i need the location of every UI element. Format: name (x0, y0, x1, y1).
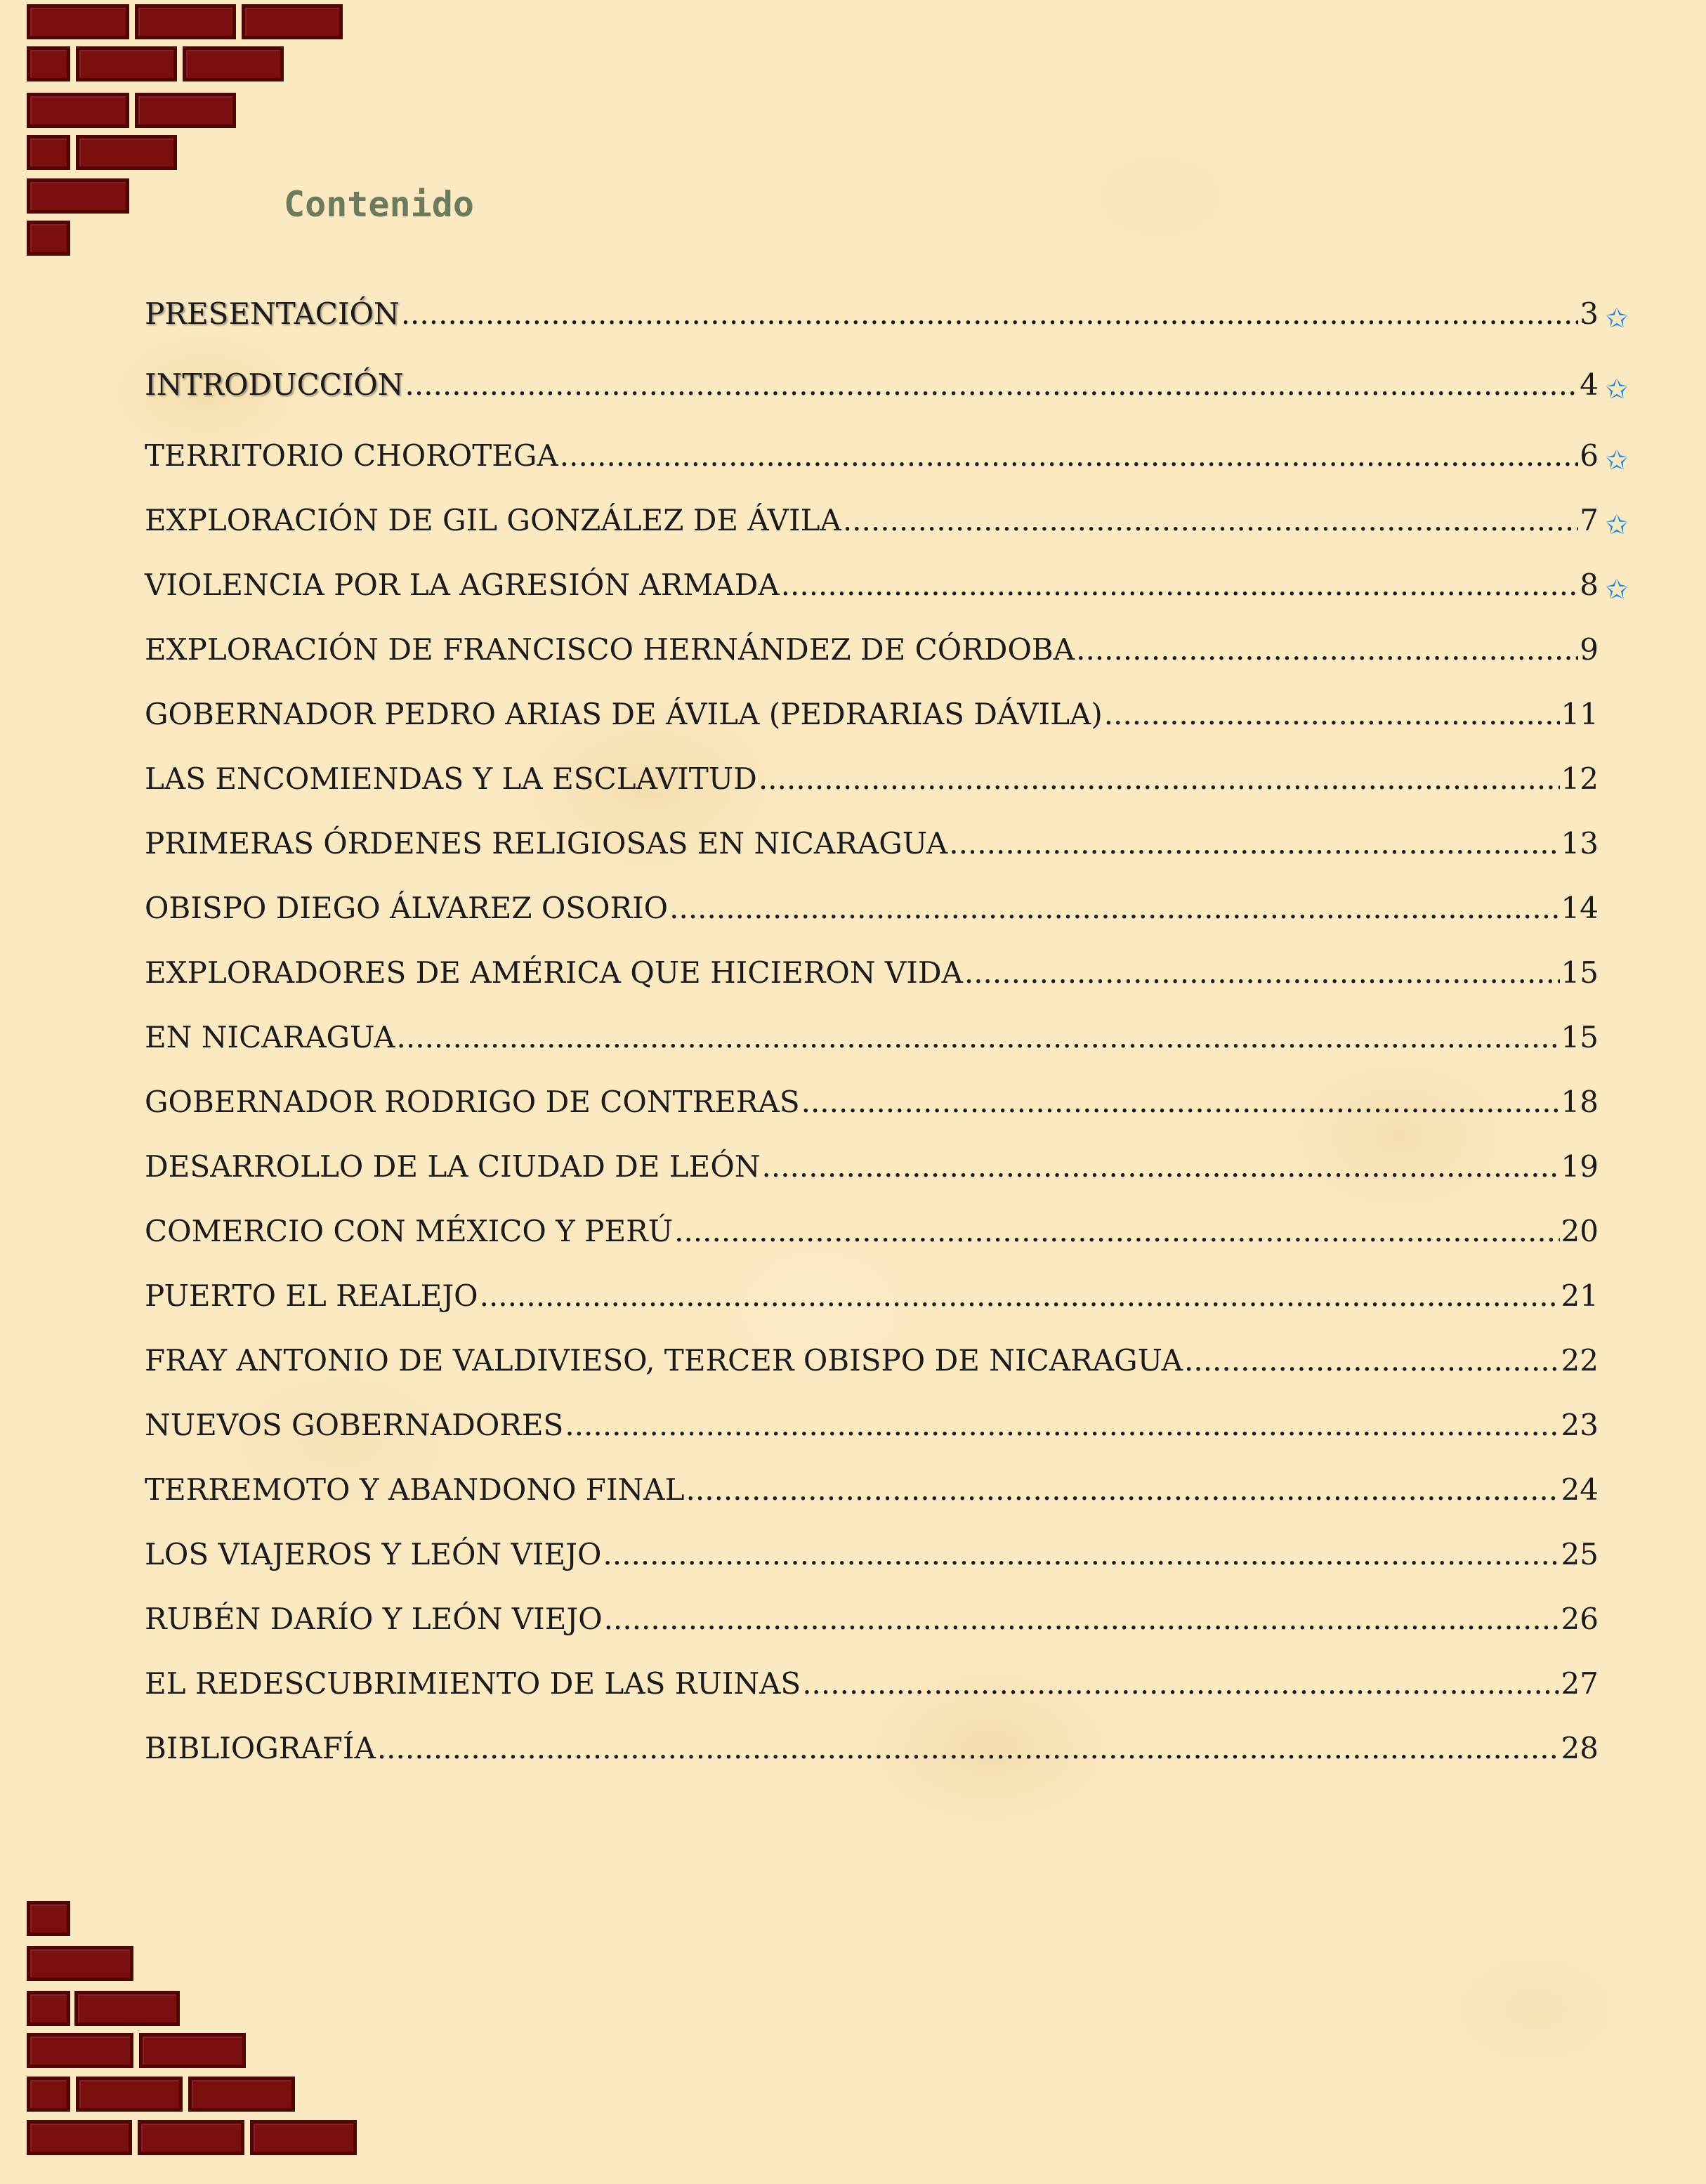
brick (135, 4, 236, 39)
brick (135, 93, 236, 128)
brick (27, 135, 70, 170)
toc-entry-title: GOBERNADOR RODRIGO DE CONTRERAS (145, 1085, 800, 1119)
toc-page-number: 3 (1580, 296, 1599, 331)
toc-page-number: 27 (1561, 1666, 1599, 1701)
toc-entry[interactable] (145, 438, 1599, 480)
toc-entry-title: LAS ENCOMIENDAS Y LA ESCLAVITUD (145, 761, 757, 796)
toc-dot-leader (565, 1408, 1559, 1442)
toc-page-number: 20 (1561, 1214, 1599, 1248)
brick (27, 2077, 70, 2112)
toc-page-number: 26 (1561, 1602, 1599, 1636)
toc-page-number: 18 (1561, 1085, 1599, 1119)
toc-entry[interactable] (145, 1602, 1599, 1644)
toc-dot-leader (480, 1279, 1560, 1313)
toc-entry-title: DESARROLLO DE LA CIUDAD DE LEÓN (145, 1149, 761, 1184)
toc-entry-title: BIBLIOGRAFÍA (145, 1731, 376, 1765)
brick (27, 46, 70, 81)
brick (76, 2077, 183, 2112)
toc-entry-title: RUBÉN DARÍO Y LEÓN VIEJO (145, 1602, 603, 1636)
toc-entry-title: EN NICARAGUA (145, 1020, 395, 1054)
toc-dot-leader (604, 1602, 1560, 1636)
toc-entry[interactable] (145, 1279, 1599, 1321)
brick (139, 2033, 246, 2068)
toc-dot-leader (801, 1085, 1560, 1119)
toc-dot-leader (401, 296, 1579, 331)
brick (242, 4, 343, 39)
toc-entry-title: PRIMERAS ÓRDENES RELIGIOSAS EN NICARAGUA (145, 826, 948, 861)
brick (74, 1991, 180, 2026)
toc-dot-leader (781, 568, 1579, 602)
star-icon: ✩ (1606, 445, 1628, 476)
toc-entry[interactable] (145, 761, 1599, 804)
toc-entry-title: PUERTO EL REALEJO (145, 1279, 478, 1313)
toc-dot-leader (405, 367, 1579, 402)
toc-entry[interactable] (145, 1537, 1599, 1579)
toc-page-number: 22 (1561, 1343, 1599, 1378)
toc-page-number: 24 (1561, 1472, 1599, 1507)
toc-entry-title: VIOLENCIA POR LA AGRESIÓN ARMADA (145, 568, 780, 602)
toc-entry-title: INTRODUCCIÓN (145, 367, 404, 402)
toc-entry[interactable] (145, 1666, 1599, 1708)
toc-page-number: 23 (1561, 1408, 1599, 1442)
toc-entry-title: COMERCIO CON MÉXICO Y PERÚ (145, 1214, 674, 1248)
toc-entry[interactable] (145, 955, 1599, 998)
toc-entry-title: PRESENTACIÓN (145, 296, 400, 331)
brick (27, 178, 129, 214)
toc-dot-leader (377, 1731, 1560, 1765)
toc-page-number: 9 (1580, 632, 1599, 667)
brick (27, 1991, 70, 2026)
brick (76, 46, 177, 81)
brick (27, 2120, 132, 2155)
toc-entry[interactable] (145, 632, 1599, 674)
star-icon: ✩ (1606, 509, 1628, 540)
toc-page-number: 13 (1561, 826, 1599, 861)
toc-dot-leader (1184, 1343, 1560, 1378)
toc-dot-leader (762, 1149, 1560, 1184)
toc-page-number: 25 (1561, 1537, 1599, 1571)
brick (188, 2077, 295, 2112)
toc-entry-title: OBISPO DIEGO ÁLVAREZ OSORIO (145, 891, 669, 925)
brick (27, 221, 70, 256)
toc-entry[interactable] (145, 891, 1599, 933)
toc-dot-leader (843, 503, 1578, 537)
toc-entry-title: TERREMOTO Y ABANDONO FINAL (145, 1472, 685, 1507)
toc-page-number: 19 (1561, 1149, 1599, 1184)
toc-page-number: 21 (1561, 1279, 1599, 1313)
toc-entry[interactable] (145, 1085, 1599, 1127)
toc-entry[interactable] (145, 1149, 1599, 1191)
toc-entry-title: NUEVOS GOBERNADORES (145, 1408, 564, 1442)
toc-page-number: 4 (1580, 367, 1599, 402)
brick (250, 2120, 357, 2155)
toc-dot-leader (949, 826, 1559, 861)
toc-entry-title: FRAY ANTONIO DE VALDIVIESO, TERCER OBISPO DE NICARAGUA (145, 1343, 1183, 1378)
toc-entry[interactable] (145, 1731, 1599, 1773)
brick (138, 2120, 244, 2155)
toc-dot-leader (669, 891, 1559, 925)
toc-entry[interactable] (145, 1020, 1599, 1062)
star-icon: ✩ (1606, 303, 1628, 334)
toc-entry[interactable] (145, 296, 1599, 339)
toc-dot-leader (397, 1020, 1560, 1054)
toc-page-number: 15 (1561, 1020, 1599, 1054)
toc-entry-title: EXPLORACIÓN DE FRANCISCO HERNÁNDEZ DE CÓRDOBA (145, 632, 1075, 667)
toc-page-number: 14 (1561, 891, 1599, 925)
toc-heading: Contenido (284, 184, 474, 225)
toc-entry-title: LOS VIAJEROS Y LEÓN VIEJO (145, 1537, 602, 1571)
toc-entry[interactable] (145, 697, 1599, 739)
toc-entry[interactable] (145, 826, 1599, 868)
toc-entry[interactable] (145, 1214, 1599, 1256)
toc-page-number: 28 (1561, 1731, 1599, 1765)
toc-entry[interactable] (145, 1408, 1599, 1450)
toc-entry-title: TERRITORIO CHOROTEGA (145, 438, 558, 473)
toc-page-number: 12 (1561, 761, 1599, 796)
toc-entry-title: GOBERNADOR PEDRO ARIAS DE ÁVILA (PEDRARIAS DÁVILA) (145, 697, 1103, 731)
toc-dot-leader (1104, 697, 1560, 731)
toc-entry-title: EXPLORACIÓN DE GIL GONZÁLEZ DE ÁVILA (145, 503, 841, 537)
toc-dot-leader (759, 761, 1560, 796)
brick (183, 46, 284, 81)
toc-entry[interactable] (145, 1472, 1599, 1515)
star-icon: ✩ (1606, 574, 1628, 605)
toc-dot-leader (560, 438, 1579, 473)
toc-entry[interactable] (145, 503, 1599, 545)
brick (27, 2033, 133, 2068)
toc-dot-leader (674, 1214, 1559, 1248)
toc-page-number: 7 (1580, 503, 1599, 537)
toc-page-number: 8 (1580, 568, 1599, 602)
toc-entry[interactable] (145, 367, 1599, 410)
toc-page-number: 6 (1580, 438, 1599, 473)
toc-entry-title: EXPLORADORES DE AMÉRICA QUE HICIERON VIDA (145, 955, 963, 990)
toc-dot-leader (603, 1537, 1559, 1571)
toc-entry[interactable] (145, 1343, 1599, 1385)
toc-dot-leader (1076, 632, 1578, 667)
brick (76, 135, 177, 170)
star-icon: ✩ (1606, 374, 1628, 405)
toc-page-number: 11 (1561, 697, 1599, 731)
toc-entry[interactable] (145, 568, 1599, 610)
brick (27, 1901, 70, 1936)
toc-dot-leader (964, 955, 1560, 990)
brick (27, 1946, 133, 1981)
toc-page-number: 15 (1561, 955, 1599, 990)
toc-entry-title: EL REDESCUBRIMIENTO DE LAS RUINAS (145, 1666, 801, 1701)
brick (27, 93, 129, 128)
toc-dot-leader (802, 1666, 1559, 1701)
brick (27, 4, 129, 39)
toc-dot-leader (686, 1472, 1560, 1507)
